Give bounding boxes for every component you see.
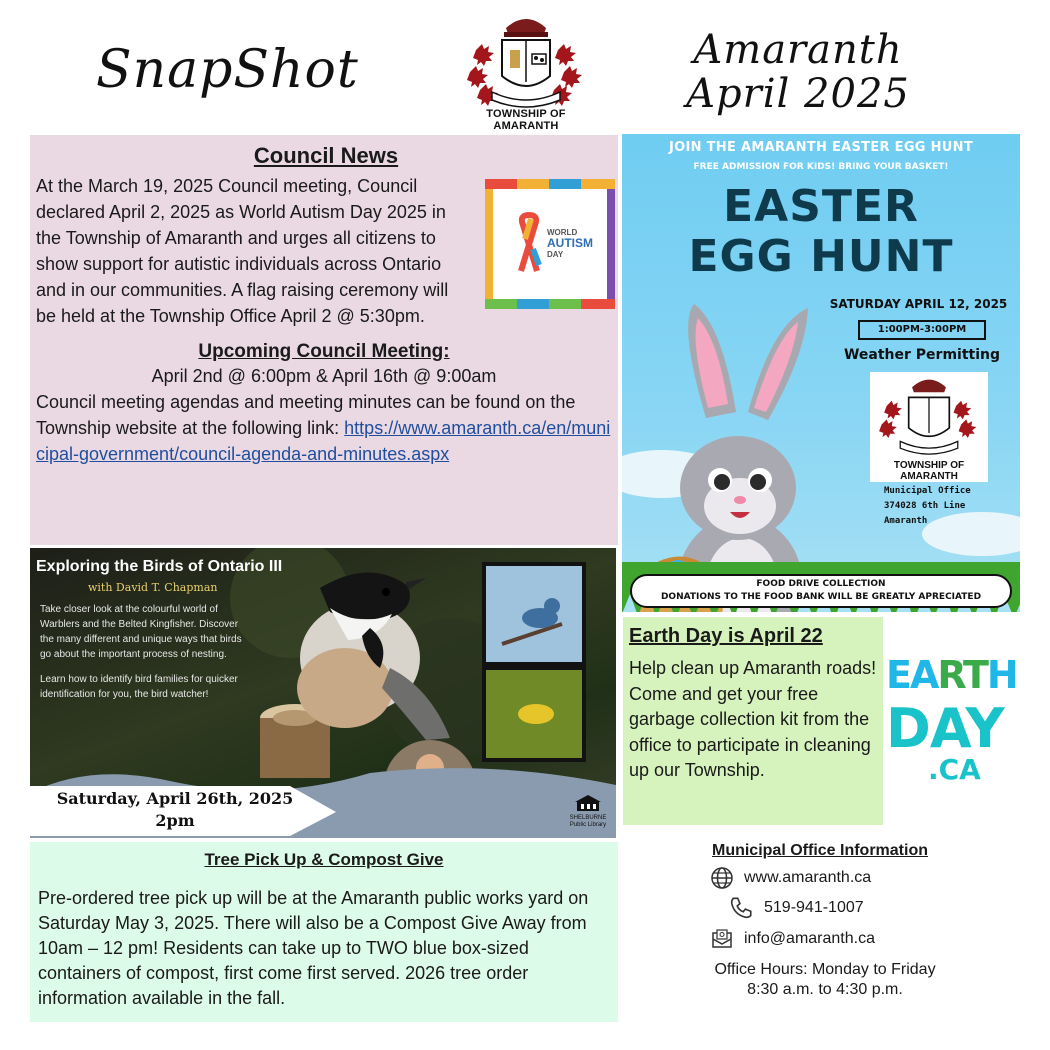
earth-day-title: Earth Day is April 22 — [629, 625, 823, 647]
crest-emblem-icon — [462, 10, 590, 114]
globe-icon — [710, 866, 734, 890]
municipal-phone-row — [728, 894, 864, 922]
library-name: SHELBURNE — [569, 815, 607, 821]
autism-logo-day: DAY — [547, 250, 564, 259]
birds-date — [40, 788, 310, 832]
birds-presenter: with David T. Chapman — [88, 581, 218, 594]
library-building-icon — [573, 794, 603, 812]
easter-office-line3: Amaranth — [884, 516, 928, 526]
upcoming-meeting-title: Upcoming Council Meeting: — [198, 341, 450, 362]
birds-date-time: 2pm — [155, 811, 195, 830]
food-drive-title: FOOD DRIVE COLLECTION — [756, 579, 886, 589]
birds-desc-1: Take closer look at the colourful world of Warblers and the Belted Kingfisher. Discover the many different and unique ways that birds go about the important process of nesting. — [40, 604, 242, 660]
autism-logo-text — [547, 227, 593, 260]
easter-egg-hunt-poster — [622, 134, 1020, 612]
easter-free-admission: FREE ADMISSION FOR KIDS! BRING YOUR BASKET! — [693, 162, 949, 172]
earth-logo-row3: .CA — [928, 753, 981, 786]
easter-township-crest — [870, 372, 988, 482]
tree-pickup-panel — [30, 842, 618, 1022]
birds-event-poster — [30, 548, 616, 838]
council-news-title: Council News — [253, 143, 399, 168]
earth-day-logo — [884, 645, 1024, 790]
easter-weather: Weather Permitting — [843, 347, 1001, 363]
crest-caption: TOWNSHIP OF AMARANTH — [486, 108, 566, 132]
email-icon — [710, 927, 734, 951]
birds-date-day: Saturday, April 26th, 2025 — [56, 789, 294, 808]
office-hours-days: Office Hours: Monday to Friday — [714, 961, 936, 978]
easter-join-text: JOIN THE AMARANTH EASTER EGG HUNT — [669, 140, 973, 155]
municipal-email-row — [710, 925, 875, 953]
municipal-website-row — [710, 864, 871, 892]
municipal-website[interactable]: www.amaranth.ca — [744, 869, 872, 886]
easter-office-line1: Municipal Office — [884, 486, 971, 496]
council-news-paragraph: At the March 19, 2025 Council meeting, Council declared April 2, 2025 as World Autism Day 2025 in the Township of Amaranth and urges all citizens to show support for autistic individuals across Ontario and in our communities. A flag raising ceremony will be held at the Township Office April 2 @ 5:30pm. — [36, 176, 449, 326]
meeting-dates: April 2nd @ 6:00pm & April 16th @ 9:00am — [151, 366, 497, 386]
meeting-info — [36, 389, 612, 467]
earth-day-panel — [623, 617, 883, 825]
newsletter-title: SnapShot — [96, 40, 359, 100]
easter-headline-2: EGG HUNT — [688, 231, 954, 282]
municipal-info-title: Municipal Office Information — [711, 842, 928, 859]
council-agenda-link[interactable]: https://www.amaranth.ca/en/municipal-government/council-agenda-and-minutes.aspx — [36, 418, 611, 464]
tree-pickup-body: Pre-ordered tree pick up will be at the Amaranth public works yard on Saturday May 3, 2025. There will also be a Compost Give Away from 10am – 12 pm! Residents can take up to TWO blue box-sized containers of compost, first come first served. 2026 tree order information available in the fall. — [38, 888, 589, 1008]
birds-desc-2: Learn how to identify bird families for quicker identification for you, the bird watcher! — [40, 674, 238, 700]
municipal-email[interactable]: info@amaranth.ca — [744, 930, 875, 947]
earth-logo-row1: EARTH — [886, 653, 1017, 697]
earth-logo-row2: DAY — [886, 697, 1004, 760]
issue-date-title — [668, 28, 928, 116]
office-hours — [660, 960, 990, 1000]
autism-logo-autism: AUTISM — [547, 236, 593, 250]
issue-town: Amaranth — [693, 27, 903, 73]
phone-icon — [728, 895, 754, 921]
food-drive-detail: DONATIONS TO THE FOOD BANK WILL BE GREATLY APRECIATED — [660, 592, 982, 602]
food-drive-banner — [630, 574, 1012, 608]
easter-crest-emblem-icon — [870, 372, 988, 460]
birds-description — [40, 602, 250, 712]
council-news-panel — [30, 135, 618, 545]
easter-headline-1: EASTER — [723, 181, 919, 232]
township-crest — [462, 10, 590, 132]
municipal-phone[interactable]: 519-941-1007 — [764, 899, 864, 916]
easter-crest-caption: TOWNSHIP OF AMARANTH — [893, 460, 965, 482]
tree-pickup-title: Tree Pick Up & Compost Give — [204, 850, 444, 869]
office-hours-times: 8:30 a.m. to 4:30 p.m. — [747, 981, 903, 998]
easter-office-line2: 374028 6th Line — [884, 501, 966, 511]
easter-date: SATURDAY APRIL 12, 2025 — [829, 297, 1008, 311]
earth-day-body: Help clean up Amaranth roads! Come and get your free garbage collection kit from the office to participate in cleaning up our Township. — [629, 658, 877, 780]
easter-headline — [622, 182, 1020, 282]
issue-month: April 2025 — [686, 71, 910, 117]
birds-title: Exploring the Birds of Ontario III — [36, 558, 283, 575]
easter-office-address — [862, 484, 1002, 529]
shelburne-library-logo — [568, 794, 608, 829]
autism-logo-world: WORLD — [547, 228, 578, 237]
world-autism-day-image — [485, 179, 615, 309]
easter-time: 1:00PM-3:00PM — [858, 320, 986, 340]
meeting-info-text: Council meeting agendas and meeting minutes can be found on the Township website at the following link: — [36, 392, 576, 438]
library-type: Public Library — [569, 822, 607, 828]
